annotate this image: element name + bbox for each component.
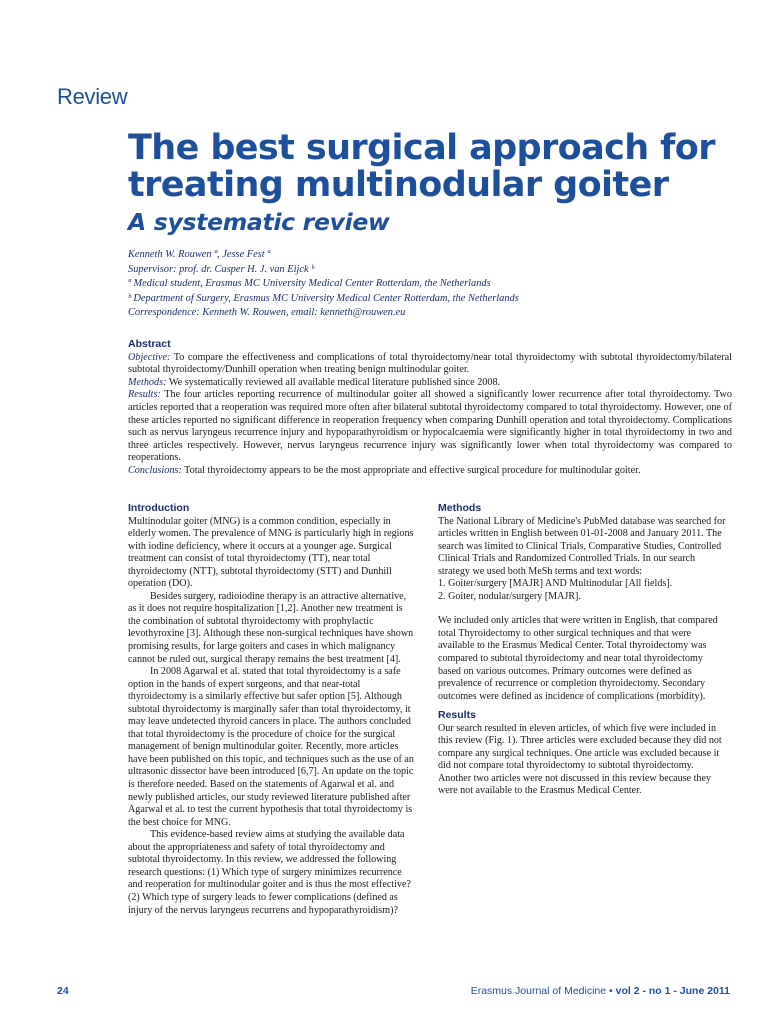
journal-name: Erasmus Journal of Medicine • — [470, 985, 616, 997]
introduction-heading: Introduction — [128, 502, 190, 514]
author-block — [128, 248, 728, 321]
introduction-paragraph-2: Besides surgery, radioiodine therapy is an attractive alternative, as it does not require hospitalization [1,2]. Another new treatment is the combination of subtotal thyroidectomy with prophylactic levothyroxine [3]. Although these non-surgical techniques have shown promising results, for large goiters and cases in which malignancy cannot be ruled out, surgical therapy remains the best treatment [4]. — [128, 590, 414, 665]
right-column — [438, 502, 728, 798]
affiliation-a: ª Medical student, Erasmus MC University Medical Center Rotterdam, the Netherlands — [128, 278, 491, 290]
methods-list-item-1: 1. Goiter/surgery [MAJR] AND Multinodular [All fields]. — [438, 578, 673, 590]
supervisor-line: Supervisor: prof. dr. Casper H. J. van Eijck ᵇ — [128, 263, 314, 275]
results-heading: Results — [438, 709, 476, 722]
objective-label: Objective: — [128, 351, 171, 363]
affiliation-b: ᵇ Department of Surgery, Erasmus MC University Medical Center Rotterdam, the Netherlands — [128, 292, 519, 304]
left-column — [128, 502, 414, 917]
introduction-paragraph-4: This evidence-based review aims at studying the available data about the appropriateness and safety of total thyroidectomy and subtotal thyroidectomy. In this review, we addressed the following research questions: (1) Which type of surgery minimizes recurrence and reoperation for multinodular goiter and is thus the most effective? (2) Which type of surgery leads to fewer complications (defined as injury of the nervus laryngeus recurrens and hypoparathyroidism)? — [128, 829, 411, 916]
abstract-methods — [128, 377, 732, 390]
objective-text: To compare the effectiveness and complications of total thyroidectomy/near total thyroidectomy with subtotal thyroidectomy/bilateral subtotal thyroidectomy/Dunhill operation when treating benign multinodular goiter. — [128, 351, 732, 376]
abstract-results — [128, 389, 732, 465]
methods-label: Methods: — [128, 376, 167, 388]
author-names: Kenneth W. Rouwen ª, Jesse Fest ª — [128, 249, 271, 260]
introduction-paragraph-3: In 2008 Agarwal et al. stated that total thyroidectomy is a safe option in the hands of expert surgeons, and that near-total thyroidectomy is a similarly effective but safer option [5]. Although subtotal thyroidectomy is marginally safer than total thyroidectomy, it may leave undetected thyroid cancers in place. The authors concluded that total thyroidectomy is the procedure of choice for the surgical management of benign multinodular goiter. Recently, more articles have been published on this topic, and techniques such as the use of an ultrasonic dissector have been introduced [6,7]. An update on the topic is therefore needed. Based on the statements of Agarwal et al. and newly published articles, our study reviewed literature published after Agarwal et al. to test the current hypothesis that total thyroidectomy is the best choice for MNG. — [128, 666, 414, 828]
page-number: 24 — [57, 985, 69, 997]
introduction-paragraph-1: Multinodular goiter (MNG) is a common condition, especially in elderly women. The prevalence of MNG is particularly high in regions with iodine deficiency, where it occurs at a younger age. Surgical treatment can consist of total thyroidectomy (TT), near total thyroidectomy (NTT), subtotal thyroidectomy (STT) and Dunhill operation (DO). — [128, 515, 414, 590]
spacer — [438, 603, 728, 615]
methods-paragraph-1: The National Library of Medicine's PubMed database was searched for articles written in English between 01-01-2008 and January 2011. The search was limited to Clinical Trials, Comparative Studies, Controlled Clinical Trials and Randomized Controlled Trials. In our search strategy we used both MeSh terms and text words: — [438, 515, 726, 577]
abstract-section — [128, 338, 732, 478]
section-label: Review — [57, 84, 128, 109]
journal-footer — [471, 985, 730, 997]
abstract-objective — [128, 352, 732, 377]
abstract-heading: Abstract — [128, 338, 171, 350]
methods-paragraph-2: We included only articles that were written in English, that compared total Thyroidectomy to other surgical techniques and that were available to the Erasmus Medical Center. Total thyroidectomy was compared to subtotal thyroidectomy and near total thyroidectomy based on various outcomes. Primary outcomes were defined as prevalence of recurrence or completion thyroidectomy. Secondary outcomes were defined as incidence of complications (morbidity). — [438, 615, 718, 702]
abstract-conclusions — [128, 465, 732, 478]
results-text: The four articles reporting recurrence of multinodular goiter all showed a significantly lower recurrence after total thyroidectomy. Two articles reported that a reoperation was required more often after bilateral subtotal thyroidectomy compared to total thyroidectomy. However, one of these articles reported no significant difference in reoperation frequency when comparing Dunhill operation and total thyroidectomy. Complications such as nervus laryngeus recurrence injury and hypoparathyroidism or hypocalcaemia were significantly higher in total thyroidectomy in two and three articles respectively. However, nervus laryngeus recurrence injury was significantly lower when total thyroidectomy was compared to reoperations. — [128, 389, 732, 464]
article-title — [128, 130, 748, 204]
results-label: Results: — [128, 389, 161, 401]
article-subtitle: A systematic review — [128, 208, 390, 236]
methods-list-item-2: 2. Goiter, nodular/surgery [MAJR]. — [438, 590, 581, 602]
conclusions-label: Conclusions: — [128, 464, 182, 476]
journal-issue: vol 2 - no 1 - June 2011 — [615, 985, 730, 997]
methods-heading: Methods — [438, 502, 482, 514]
results-paragraph-1: Our search resulted in eleven articles, of which five were included in this review (Fig. 1). Three articles were excluded because they did not compare any surgical techniques. One article was excluded because it did not compare total thyroidectomy to subtotal thyroidectomy. Another two articles were not discussed in this review because they were not available to the Erasmus Medical Center. — [438, 722, 722, 797]
methods-text: We systematically reviewed all available medical literature published since 2008. — [166, 376, 501, 388]
title-line-2: treating multinodular goiter — [128, 165, 669, 205]
correspondence-line: Correspondence: Kenneth W. Rouwen, email: kenneth@rouwen.eu — [128, 307, 406, 319]
title-line-1: The best surgical approach for — [128, 128, 715, 168]
conclusions-text: Total thyroidectomy appears to be the most appropriate and effective surgical procedure for multinodular goiter. — [181, 464, 641, 476]
